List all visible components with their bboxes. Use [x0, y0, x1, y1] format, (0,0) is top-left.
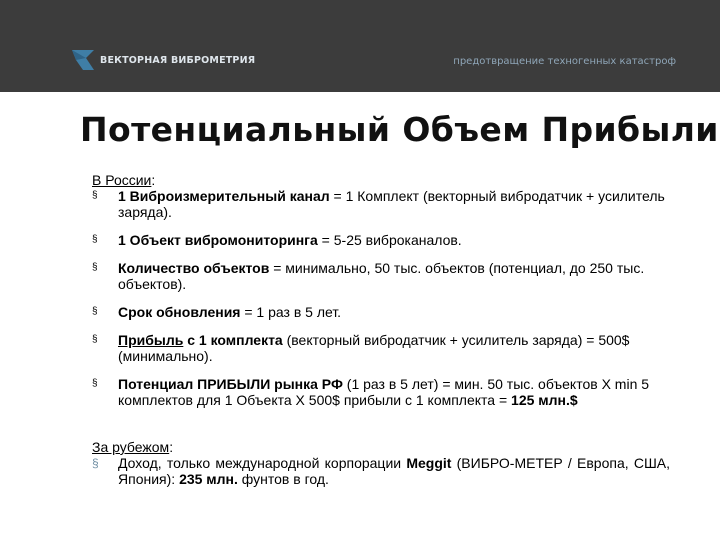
item-bold: Потенциал ПРИБЫЛИ рынка РФ — [118, 376, 343, 392]
item-bold: 1 Объект вибромониторинга — [118, 232, 318, 248]
list-item — [92, 304, 670, 320]
item-bold-end: 125 млн.$ — [511, 392, 578, 408]
company-logo — [72, 46, 255, 74]
item-text: = минимально, 50 тыс. объектов (потенциал, до 250 тыс. объектов). — [118, 260, 645, 292]
logo-text: ВЕКТОРНАЯ ВИБРОМЕТРИЯ — [100, 54, 256, 66]
item-text: Доход, только международной корпорации — [118, 455, 407, 471]
list-item — [92, 188, 670, 220]
russia-heading — [92, 172, 670, 188]
revenue-value: 235 млн. — [179, 471, 238, 487]
abroad-heading-text: За рубежом — [92, 439, 170, 455]
logo-arrow-icon — [72, 48, 94, 72]
item-text: фунтов в год. — [237, 471, 329, 487]
header-tagline: предотвращение техногенных катастроф — [453, 56, 676, 67]
item-text: = 1 раз в 5 лет. — [240, 304, 342, 320]
list-item — [92, 332, 670, 364]
abroad-list — [92, 455, 670, 487]
item-text: (1 раз в 5 лет) = мин. 50 тыс. объектов X min 5 комплектов для 1 Объекта X 500$ прибыли с 1 комплекта = — [118, 376, 650, 408]
abroad-heading-colon: : — [169, 439, 174, 455]
item-text: (ВИБРО-МЕТЕР / Европа, США, Япония): — [118, 455, 670, 487]
item-bold: Срок обновления — [118, 304, 241, 320]
company-name: Meggit — [406, 455, 452, 471]
item-bold-underlined: Прибыль — [118, 332, 184, 348]
item-text: (векторный вибродатчик + усилитель заряда) = 500$ (минимально). — [118, 332, 630, 364]
slide-title: Потенциальный Объем Прибыли — [80, 110, 719, 149]
item-bold: Количество объектов — [118, 260, 270, 276]
item-text: = 5-25 виброканалов. — [317, 232, 462, 248]
bullet-icon: § — [92, 456, 99, 470]
bullet-icon: § — [92, 262, 98, 273]
bullet-icon: § — [92, 378, 98, 389]
item-bold: с 1 комплекта — [183, 332, 283, 348]
item-bold: 1 Виброизмерительный канал — [118, 188, 330, 204]
bullet-icon: § — [92, 334, 98, 345]
bullet-icon: § — [92, 190, 98, 201]
bullet-icon: § — [92, 306, 98, 317]
russia-list — [92, 188, 670, 408]
slide-content — [92, 172, 670, 487]
list-item — [92, 260, 670, 292]
list-item — [92, 455, 670, 487]
russia-heading-text: В России — [92, 172, 152, 188]
russia-heading-colon: : — [151, 172, 156, 188]
item-text: = 1 Комплект (векторный вибродатчик + усилитель заряда). — [118, 188, 665, 220]
abroad-heading — [92, 439, 670, 455]
header-band — [0, 0, 720, 92]
list-item — [92, 232, 670, 248]
bullet-icon: § — [92, 234, 98, 245]
list-item — [92, 376, 670, 408]
